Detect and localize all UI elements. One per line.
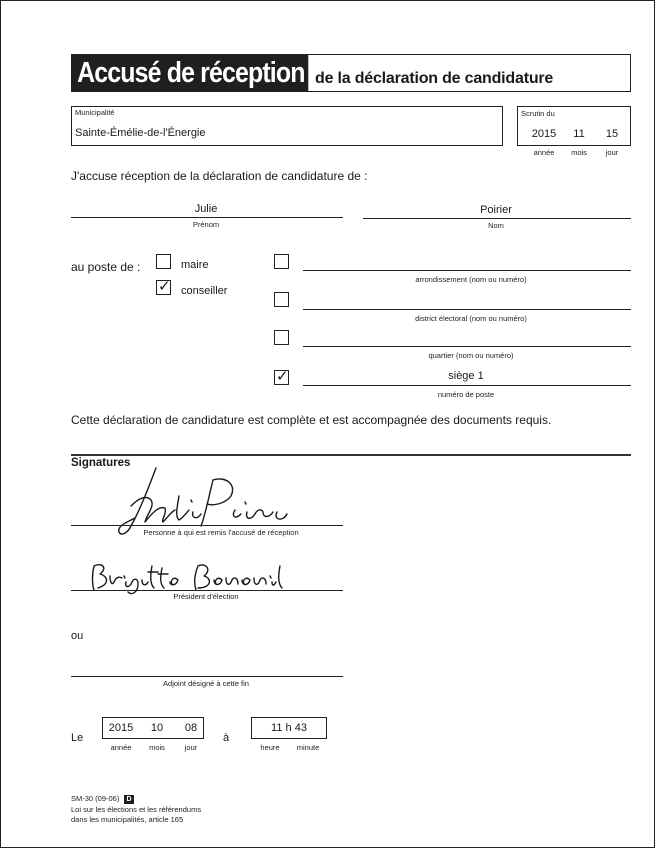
municipality-field[interactable] [71,106,503,146]
scrutin-day-label: jour [605,148,619,157]
numero-poste-check-icon: ✓ [276,368,289,385]
candidate-last-name: Poirier [480,204,512,216]
scrutin-year-label: année [533,148,555,157]
signed-year-label: année [110,743,132,752]
recipient-signature-line [71,525,343,526]
footer-law-line1: Loi sur les élections et les référendums [71,805,202,814]
numero-poste-checkbox[interactable] [274,370,289,385]
maire-label: maire [181,259,209,271]
or-label: ou [71,630,84,642]
signatures-heading: Signatures [71,457,131,469]
conseiller-label: conseiller [181,285,228,297]
form-badge: D [126,796,132,803]
first-name-line [71,217,343,218]
title-subtitle: de la déclaration de candidature [315,70,554,87]
municipality-label: Municipalité [75,108,115,117]
signed-month-label: mois [149,743,165,752]
a-label: à [223,732,230,744]
first-name-label: Prénom [192,220,220,229]
numero-poste-label: numéro de poste [437,390,495,399]
municipality-value: Sainte-Émélie-de-l'Énergie [75,127,206,139]
form-code: SM-30 (09-06) [71,794,120,803]
candidate-first-name: Julie [194,203,218,215]
arrondissement-line [303,270,631,271]
maire-checkbox[interactable] [156,254,171,269]
district-line [303,309,631,310]
scrutin-label: Scrutin du [521,109,555,118]
adjoint-label: Adjoint désigné à cette fin [163,679,249,688]
scrutin-year: 2015 [531,128,557,140]
intro-text: J'accuse réception de la déclaration de candidature de : [71,169,368,183]
last-name-label: Nom [488,221,504,230]
signed-year: 2015 [108,722,134,734]
title-highlight: Accusé de réception [72,55,308,91]
adjoint-signature-line[interactable] [71,676,343,677]
le-label: Le [71,732,84,744]
scrutin-month: 11 [573,128,585,140]
footer-law-line2: dans les municipalités, article 165 [71,815,184,824]
scrutin-month-label: mois [571,148,587,157]
district-label: district électoral (nom ou numéro) [415,314,527,323]
hour-label: heure [260,743,280,752]
signed-day: 08 [184,722,198,734]
conseiller-checkbox[interactable] [156,280,171,295]
poste-label: au poste de : [71,260,141,274]
signed-month: 10 [150,722,164,734]
last-name-line [363,218,631,219]
scrutin-day: 15 [605,128,619,140]
conseiller-check-icon: ✓ [158,278,171,295]
president-label: Président d'élection [173,592,239,601]
minute-label: minute [296,743,320,752]
arrondissement-checkbox[interactable] [274,254,289,269]
signed-time: 11 h 43 [271,722,307,734]
completeness-statement: Cette déclaration de candidature est complète et est accompagnée des documents requis. [71,413,552,427]
recipient-label: Personne à qui est remis l'accusé de réception [143,528,299,537]
form-code-row [71,794,134,804]
quartier-line [303,346,631,347]
quartier-checkbox[interactable] [274,330,289,345]
numero-poste-value: siège 1 [448,370,484,382]
president-signature-line [71,590,343,591]
district-checkbox[interactable] [274,292,289,307]
signed-day-label: jour [184,743,198,752]
numero-poste-line [303,385,631,386]
arrondissement-label: arrondissement (nom ou numéro) [415,275,527,284]
quartier-label: quartier (nom ou numéro) [428,351,514,360]
